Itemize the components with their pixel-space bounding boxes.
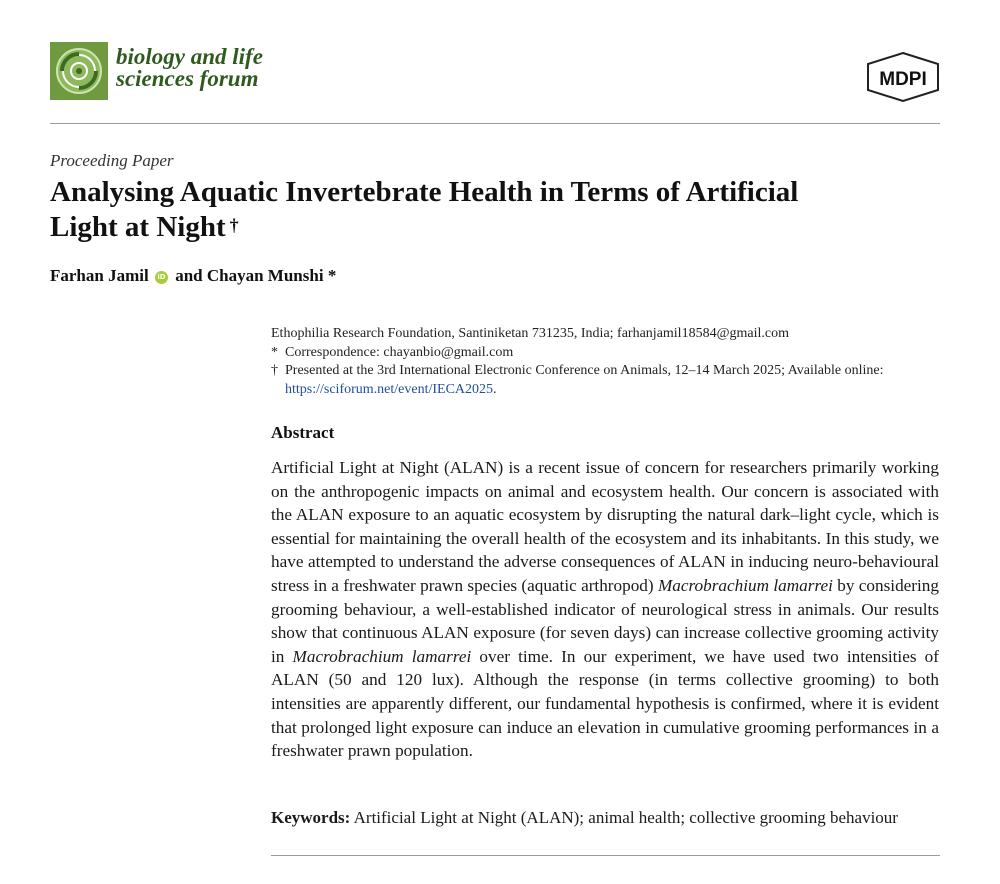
mdpi-logo-text: MDPI	[879, 69, 927, 90]
paper-type: Proceeding Paper	[50, 151, 174, 170]
footnote-mark: †	[271, 363, 278, 378]
presented-line	[271, 362, 941, 381]
paper-title	[50, 175, 930, 245]
title-line2: Light at Night	[50, 211, 226, 243]
journal-name-line2: sciences forum	[116, 66, 259, 91]
keywords-label: Keywords:	[271, 808, 351, 827]
correspondence-line	[271, 344, 941, 363]
conference-link[interactable]: https://sciforum.net/event/IECA2025	[285, 381, 494, 397]
corresponding-author-mark: *	[327, 266, 337, 285]
journal-name-line1: biology and life	[116, 44, 263, 69]
presented-text: Presented at the 3rd International Electronic Conference on Animals, 12–14 March 2025; Available online:	[285, 363, 884, 378]
abstract-part: Artificial Light at Night (ALAN) is a recent issue of concern for researchers primarily working on the anthropogenic impacts on animal and ecosystem health. Our concern is associated with the ALAN exposure to an aquatic ecosystem by disrupting the natural dark–light cycle, which is essential for maintaining the overall health of the ecosystem and its inhabitants. In this study, we have attempted to understand the adverse consequences of ALAN in inducing neuro-behavioural stress in a freshwater prawn species (aquatic arthropod)	[271, 458, 939, 595]
abstract-part: by considering grooming behaviour, a well-established indicator of neurological stress in animals. Our results show that continuous ALAN exposure (for seven days) can increase collective grooming activity in	[271, 575, 939, 666]
journal-header	[50, 42, 940, 104]
title-footnote-mark: †	[229, 215, 239, 235]
footer-divider	[271, 855, 940, 856]
author-name: Chayan Munshi	[206, 266, 324, 285]
species-name: Macrobrachium lamarrei	[292, 646, 472, 666]
orcid-icon[interactable]: iD	[155, 271, 168, 284]
footnote-mark: *	[271, 344, 278, 360]
author-list	[50, 266, 336, 286]
abstract-part: over time. In our experiment, we have used two intensities of ALAN (50 and 120 lux). Although the response (in terms collective grooming) to both intensities are apparently different, our fundamental hypothesis is confirmed, where it is evident that prolonged light exposure can induce an elevation in cumulative grooming performances in a freshwater prawn population.	[271, 646, 939, 761]
abstract-heading: Abstract	[271, 423, 335, 442]
mdpi-logo-icon	[866, 52, 940, 102]
author-conjunction: and	[175, 266, 203, 285]
correspondence-text: Correspondence: chayanbio@gmail.com	[285, 344, 514, 360]
author-name: Farhan Jamil	[50, 266, 149, 285]
keywords	[271, 808, 951, 828]
affiliation-line: Ethophilia Research Foundation, Santiniketan 731235, India; farhanjamil18584@gmail.com	[271, 326, 789, 341]
journal-name	[116, 46, 263, 90]
species-name: Macrobrachium lamarrei	[657, 575, 833, 595]
url-suffix: .	[493, 381, 497, 397]
title-line1: Analysing Aquatic Invertebrate Health in Terms of Artificial	[50, 176, 799, 208]
journal-logo-icon	[50, 42, 108, 100]
affiliation-block	[271, 325, 941, 399]
abstract-text	[271, 456, 939, 763]
keywords-text: Artificial Light at Night (ALAN); animal health; collective grooming behaviour	[353, 808, 898, 827]
presented-url-line	[271, 381, 941, 400]
header-divider	[50, 123, 940, 124]
